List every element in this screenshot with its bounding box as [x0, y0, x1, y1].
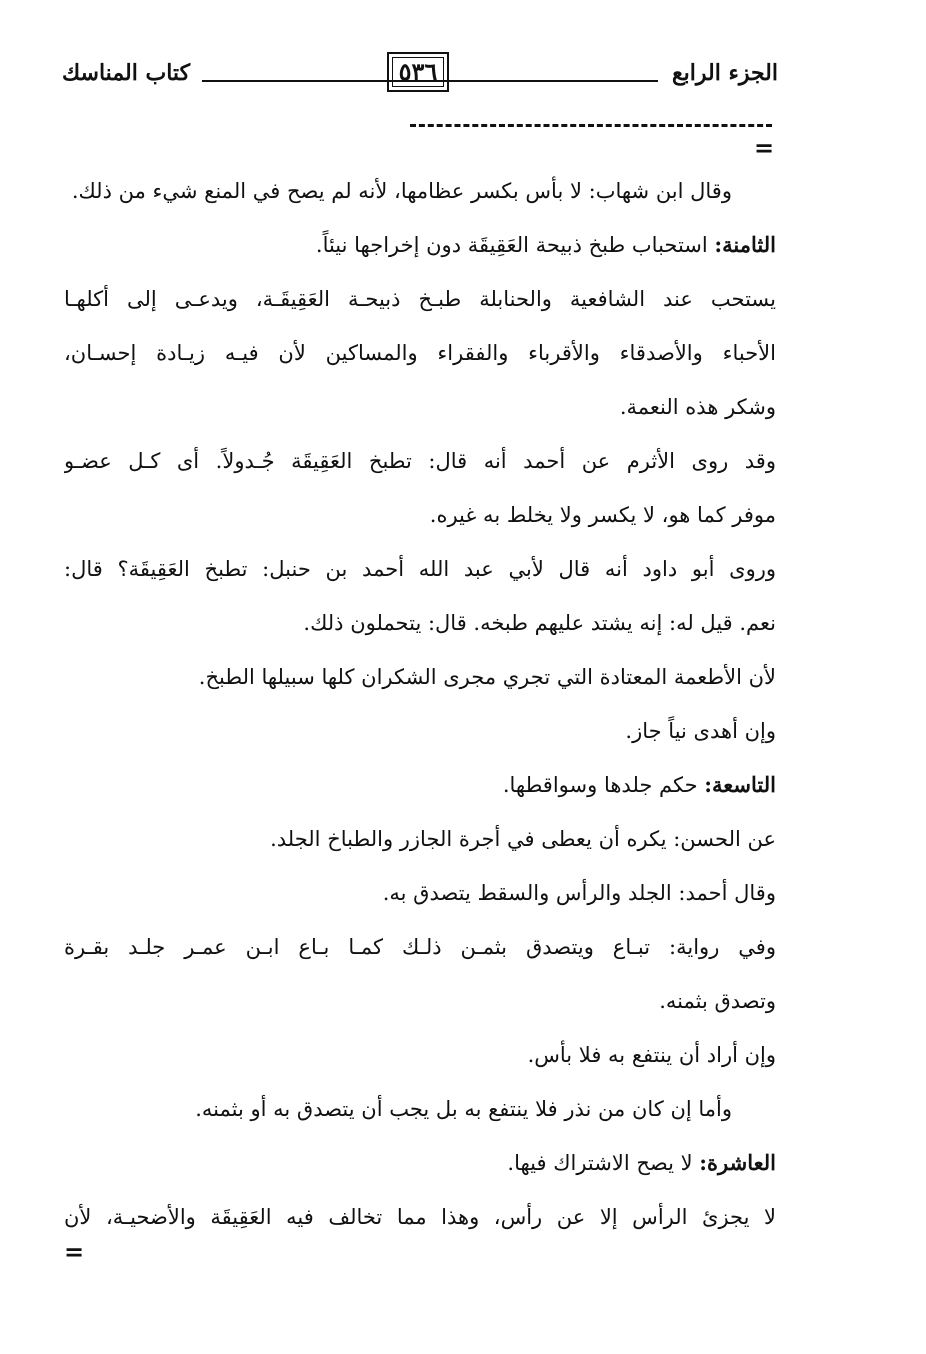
line-text: نعم. قيل له: إنه يشتد عليهم طبخه. قال: يتحملون ذلك. — [303, 611, 776, 635]
line-text: وقال أحمد: الجلد والرأس والسقط يتصدق به. — [382, 881, 776, 905]
line-text: لأن الأطعمة المعتادة التي تجري مجرى الشكران كلها سبيلها الطبخ. — [198, 665, 776, 689]
line-text: موفر كما هو، لا يكسر ولا يخلط به غيره. — [429, 503, 776, 527]
page-text — [64, 164, 776, 1244]
section-heading-line — [64, 758, 776, 812]
text-line — [64, 164, 776, 218]
text-line — [64, 542, 776, 596]
section-label: العاشرة: — [699, 1150, 776, 1175]
section-heading-line — [64, 1136, 776, 1190]
line-text: وأما إن كان من نذر فلا ينتفع به بل يجب أن يتصدق به أو بثمنه. — [195, 1097, 732, 1121]
text-line — [64, 1028, 776, 1082]
text-line — [64, 1082, 776, 1136]
text-line — [64, 704, 776, 758]
text-line — [64, 920, 776, 974]
volume-title: الجزء الرابع — [671, 60, 778, 86]
header-rule-left — [202, 80, 448, 82]
line-text: عن الحسن: يكره أن يعطى في أجرة الجازر والطباخ الجلد. — [270, 827, 776, 851]
line-text: الأحباء والأصدقاء والأقرباء والفقراء والمساكين لأن فيـه زيـادة إحسـان، — [64, 341, 776, 365]
page-header — [62, 52, 778, 98]
book-title: كتاب المناسك — [62, 60, 191, 86]
line-text: وفي رواية: تبـاع ويتصدق بثمـن ذلـك كمـا بـاع ابـن عمـر جلـد بقـرة — [64, 935, 776, 959]
text-line — [64, 866, 776, 920]
line-text: وإن أراد أن ينتفع به فلا بأس. — [527, 1043, 776, 1067]
line-text: وتصدق بثمنه. — [659, 989, 776, 1013]
line-text: لا يصح الاشتراك فيها. — [507, 1151, 700, 1175]
text-line — [64, 812, 776, 866]
line-text: وقد روى الأثرم عن أحمد أنه قال: تطبخ العَقِيقَة جُـدولاً. أى كـل عضـو — [64, 449, 776, 473]
line-text: وشكر هذه النعمة. — [619, 395, 776, 419]
text-line — [64, 488, 776, 542]
dashed-divider — [410, 124, 772, 127]
page-number: ٥٣٦ — [398, 57, 438, 86]
text-line — [64, 326, 776, 380]
line-text: لا يجزئ الرأس إلا عن رأس، وهذا مما تخالف فيه العَقِيقَة والأضحيـة، لأن — [64, 1205, 776, 1229]
header-rule-right — [448, 80, 658, 82]
text-line — [64, 650, 776, 704]
line-text: وإن أهدى نياً جاز. — [625, 719, 776, 743]
page-number-box — [387, 52, 449, 92]
text-line — [64, 1190, 776, 1244]
text-line — [64, 596, 776, 650]
continuation-mark-top: = — [754, 133, 775, 162]
section-heading-line — [64, 218, 776, 272]
line-text: يستحب عند الشافعية والحنابلة طبـخ ذبيحـة العَقِيقَـة، ويدعـى إلى أكلهـا — [64, 287, 776, 311]
text-line — [64, 272, 776, 326]
line-text: وروى أبو داود أنه قال لأبي عبد الله أحمد بن حنبل: تطبخ العَقِيقَة؟ قال: — [64, 557, 776, 581]
line-text: استحباب طبخ ذبيحة العَقِيقَة دون إخراجها نيئاً. — [315, 233, 715, 257]
section-label: التاسعة: — [704, 772, 776, 797]
line-text: وقال ابن شهاب: لا بأس بكسر عظامها، لأنه لم يصح في المنع شيء من ذلك. — [71, 179, 732, 203]
text-line — [64, 434, 776, 488]
section-label: الثامنة: — [714, 232, 776, 257]
text-line — [64, 380, 776, 434]
continuation-mark-bottom: = — [64, 1237, 85, 1266]
text-line — [64, 974, 776, 1028]
line-text: حكم جلدها وسواقطها. — [502, 773, 705, 797]
